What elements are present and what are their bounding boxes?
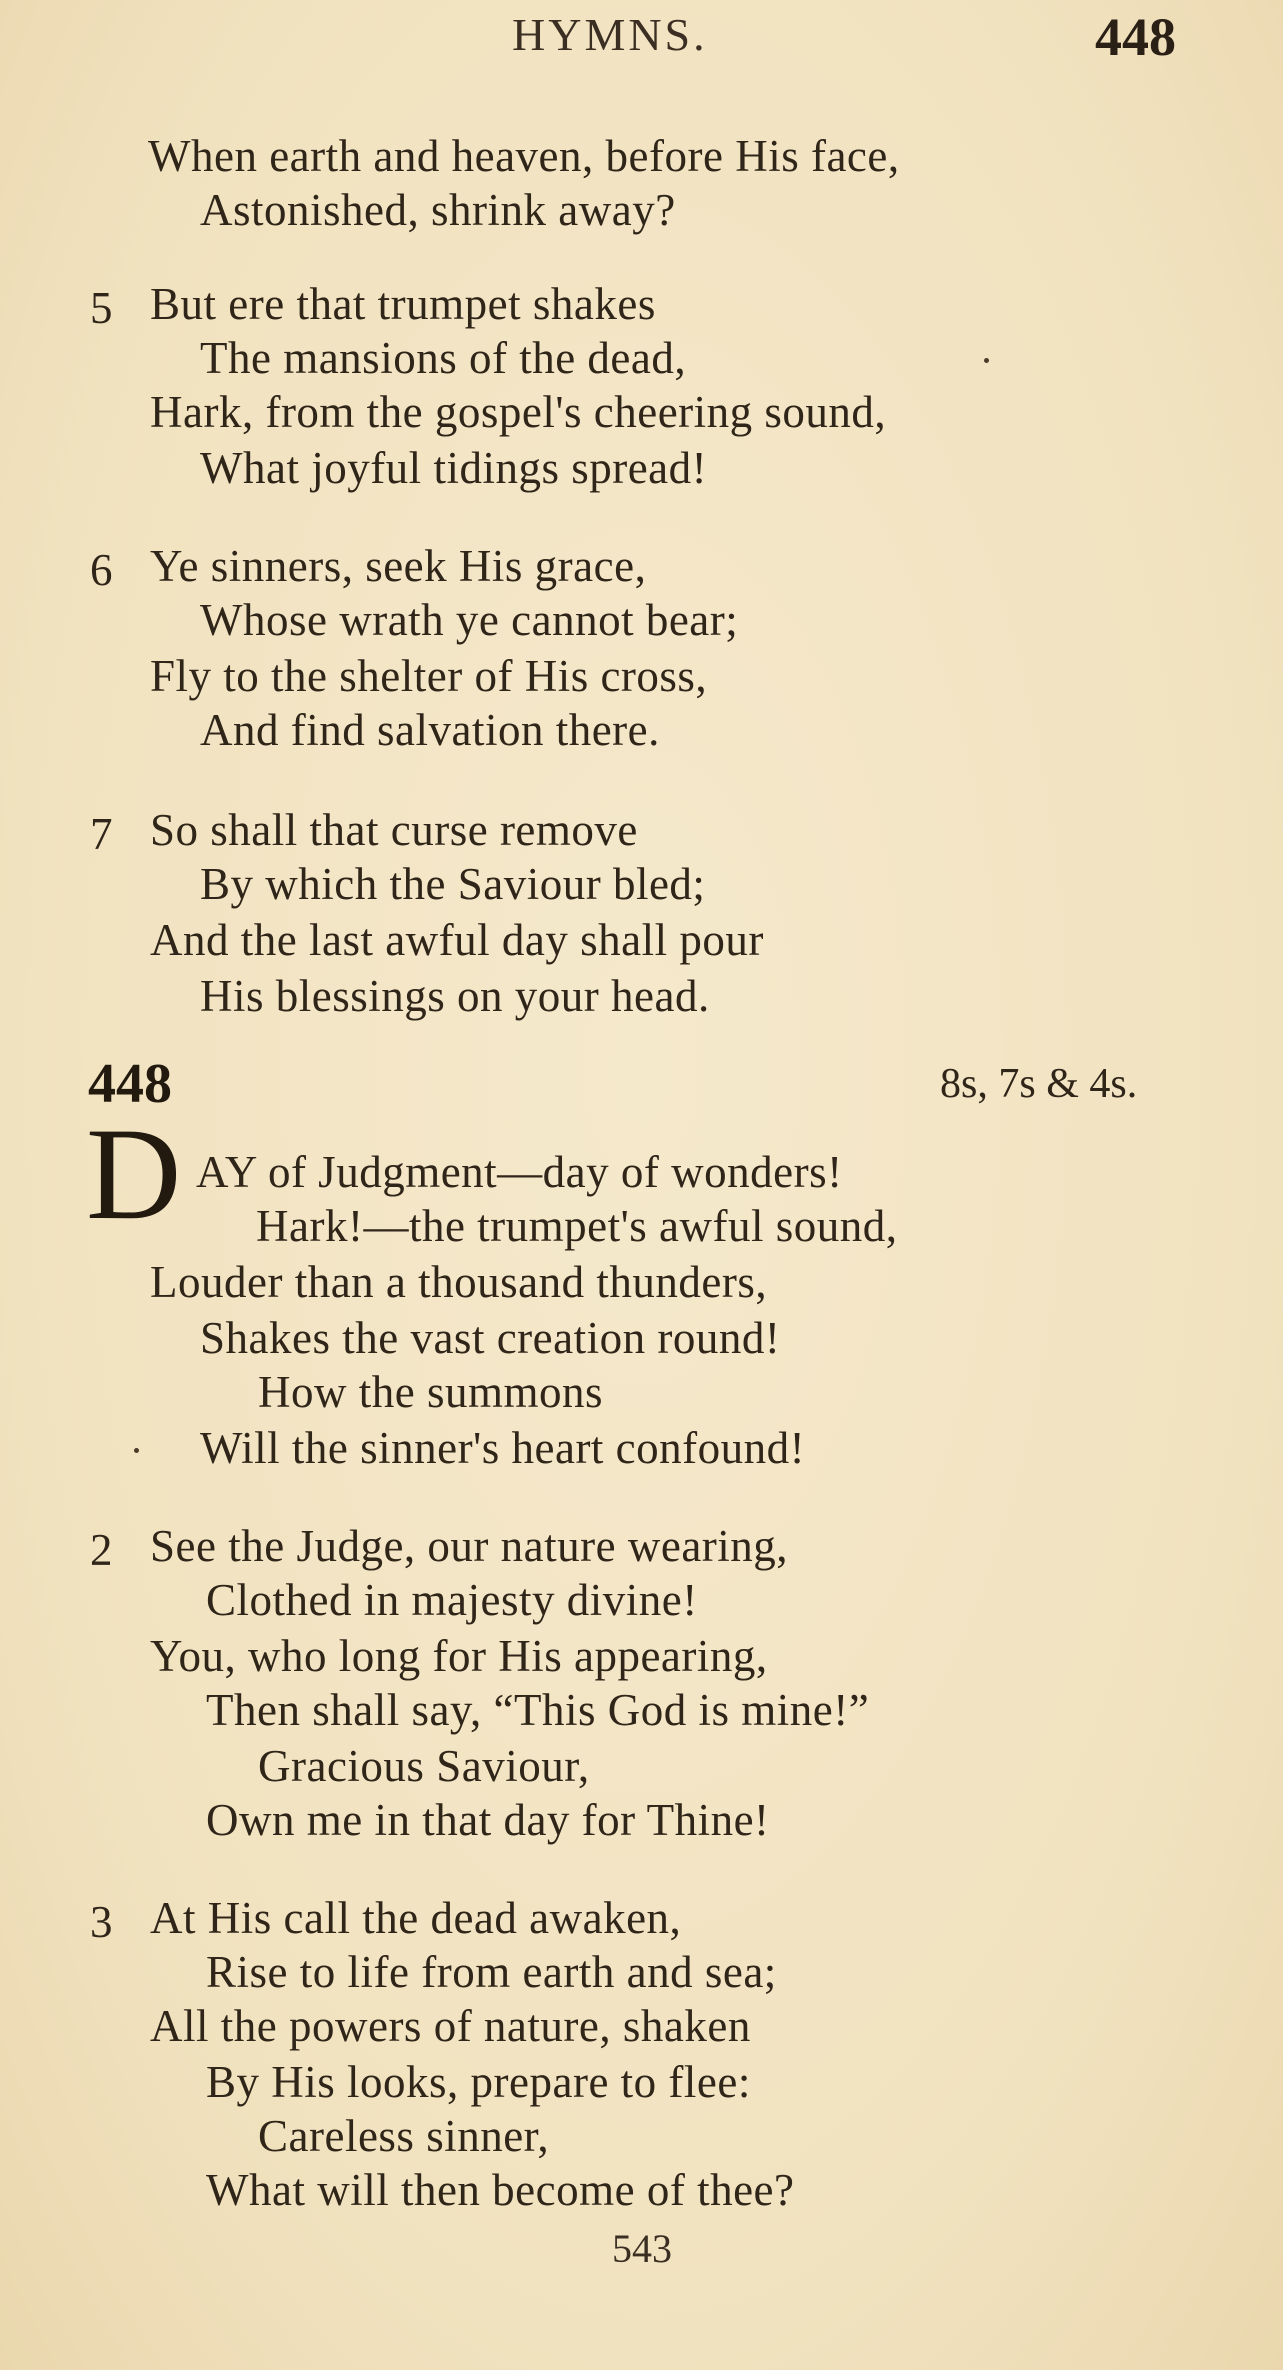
hymn-stanza-3-line-3: All the powers of nature, shaken	[150, 2001, 751, 2051]
hymn-first-line: AY of Judgment—day of wonders!	[196, 1147, 843, 1197]
stanza-6-line-2: Whose wrath ye cannot bear;	[200, 595, 739, 645]
first-stanza-line-5: How the summons	[258, 1367, 603, 1417]
hymn-stanza-2-line-6: Own me in that day for Thine!	[206, 1795, 770, 1845]
hymn-stanza-3-line-6: What will then become of thee?	[206, 2165, 795, 2215]
continued-line-1: When earth and heaven, before His face,	[148, 131, 900, 181]
hymn-stanza-2-line-4: Then shall say, “This God is mine!”	[206, 1685, 870, 1735]
first-stanza-line-3: Louder than a thousand thunders,	[150, 1257, 768, 1307]
drop-cap: D	[86, 1100, 182, 1247]
print-speck	[984, 358, 989, 363]
hymn-meter: 8s, 7s & 4s.	[940, 1061, 1138, 1107]
first-stanza-line-6: Will the sinner's heart confound!	[200, 1423, 806, 1473]
stanza-6-line-1: Ye sinners, seek His grace,	[150, 541, 647, 591]
stanza-7-line-1: So shall that curse remove	[150, 805, 638, 855]
stanza-6-line-4: And find salvation there.	[200, 705, 660, 755]
running-head: HYMNS.	[512, 9, 708, 60]
first-stanza-line-2: Hark!—the trumpet's awful sound,	[256, 1201, 898, 1251]
footer-page-number: 543	[612, 2226, 672, 2271]
stanza-number-7: 7	[90, 809, 113, 859]
stanza-number-6: 6	[90, 545, 113, 595]
hymn-stanza-3-line-4: By His looks, prepare to flee:	[206, 2057, 751, 2107]
hymn-number: 448	[88, 1053, 172, 1115]
stanza-number-5: 5	[90, 283, 113, 333]
stanza-5-line-4: What joyful tidings spread!	[200, 443, 708, 493]
stanza-7-line-3: And the last awful day shall pour	[150, 915, 764, 965]
hymn-stanza-2-line-1: See the Judge, our nature wearing,	[150, 1521, 789, 1571]
hymn-stanza-2-line-2: Clothed in majesty divine!	[206, 1575, 698, 1625]
stanza-7-line-2: By which the Saviour bled;	[200, 859, 706, 909]
hymn-stanza-2-line-5: Gracious Saviour,	[258, 1741, 590, 1791]
hymn-stanza-3-line-2: Rise to life from earth and sea;	[206, 1947, 777, 1997]
hymn-stanza-number-2: 2	[90, 1525, 113, 1575]
stanza-6-line-3: Fly to the shelter of His cross,	[150, 651, 708, 701]
first-stanza-line-4: Shakes the vast creation round!	[200, 1313, 781, 1363]
stanza-7-line-4: His blessings on your head.	[200, 971, 710, 1021]
page-number-top: 448	[1095, 7, 1176, 67]
print-speck	[134, 1448, 139, 1453]
continued-line-2: Astonished, shrink away?	[200, 185, 676, 235]
stanza-5-line-2: The mansions of the dead,	[200, 333, 687, 383]
hymn-stanza-3-line-5: Careless sinner,	[258, 2111, 550, 2161]
stanza-5-line-1: But ere that trumpet shakes	[150, 279, 656, 329]
hymn-stanza-2-line-3: You, who long for His appearing,	[150, 1631, 768, 1681]
stanza-5-line-3: Hark, from the gospel's cheering sound,	[150, 387, 887, 437]
hymn-stanza-number-3: 3	[90, 1897, 113, 1947]
hymn-stanza-3-line-1: At His call the dead awaken,	[150, 1893, 682, 1943]
